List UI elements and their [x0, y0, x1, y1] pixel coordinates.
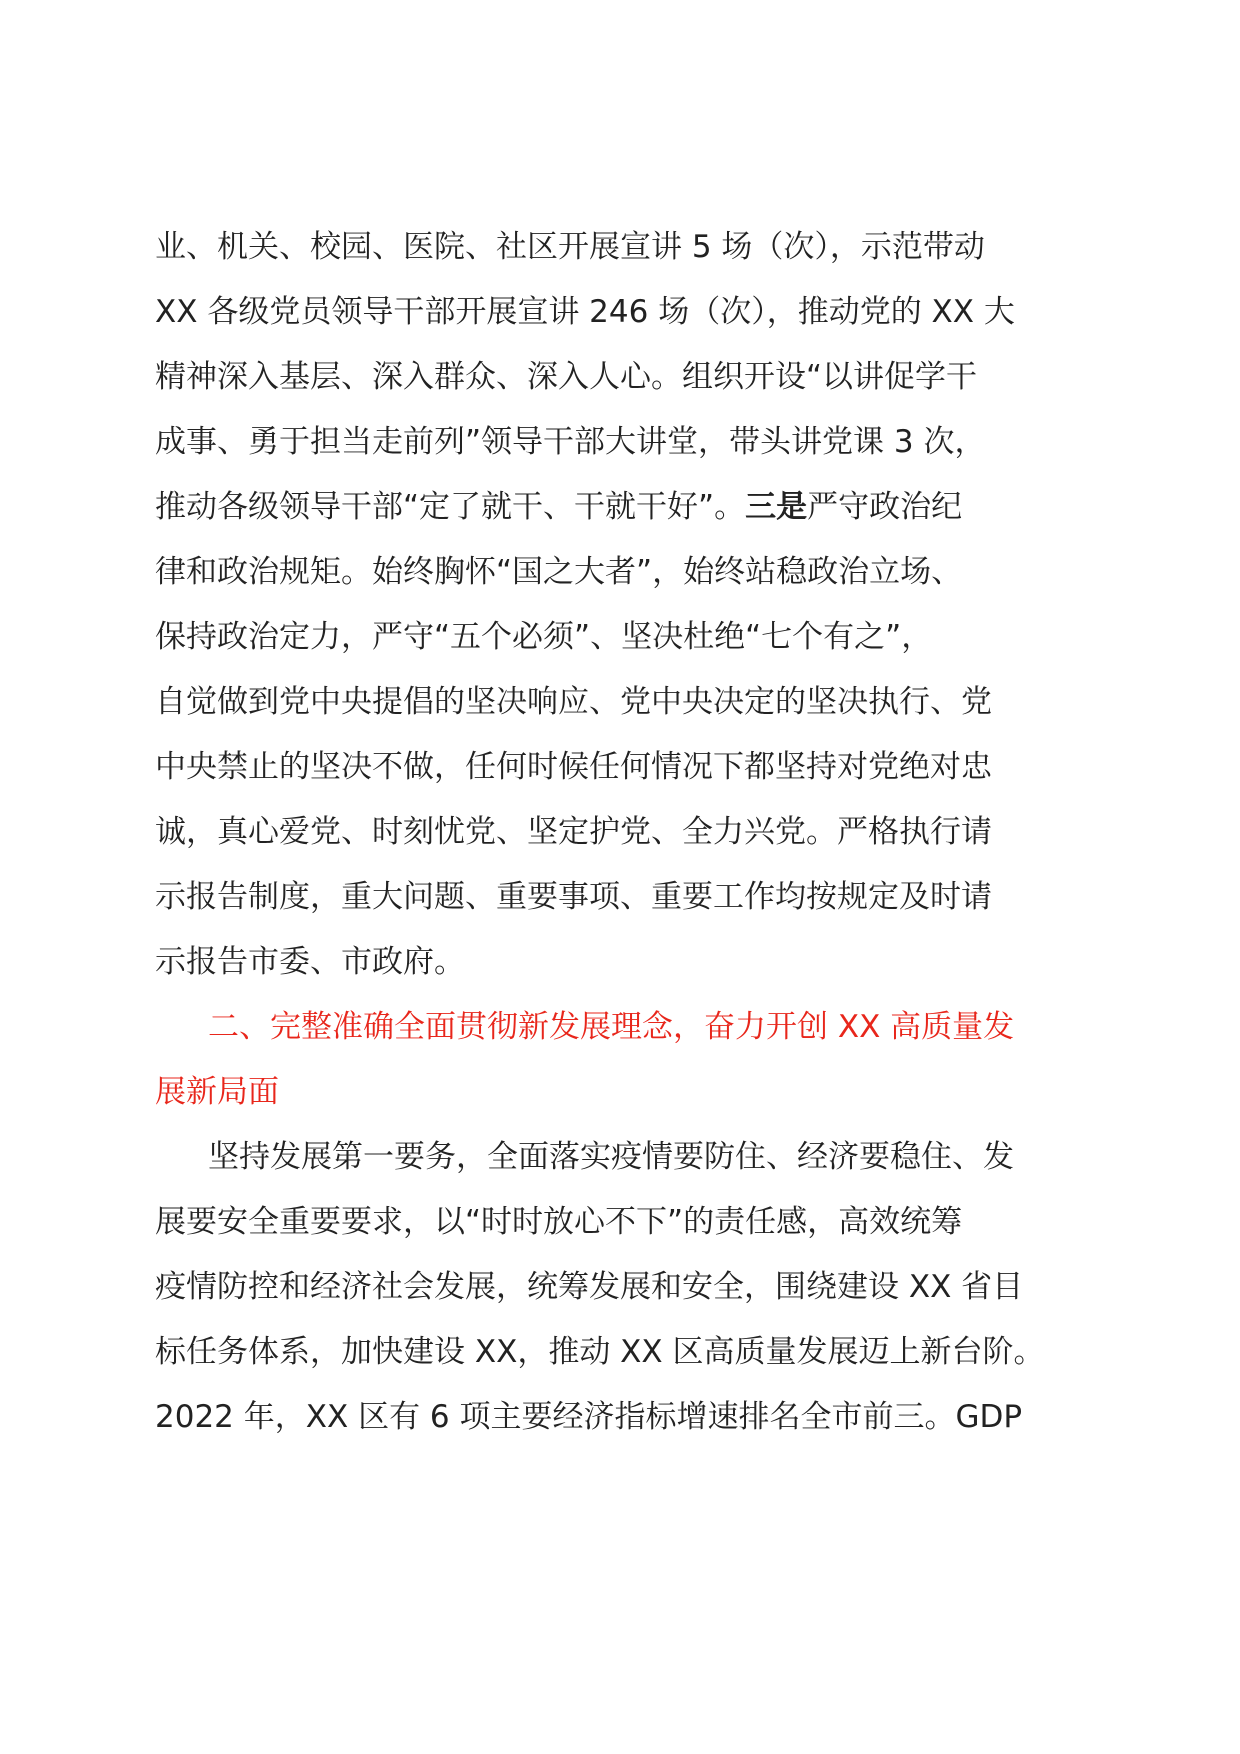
paragraph2-line-3	[155, 1255, 1090, 1320]
text-line: 坚持发展第一要务，全面落实疫情要防住、经济要稳住、发	[208, 1139, 1014, 1175]
paragraph2-line-4	[155, 1320, 1090, 1385]
paragraph2-line-2	[155, 1190, 1090, 1255]
paragraph1-line-2	[155, 280, 1090, 345]
text-line: 示报告市委、市政府。	[155, 944, 465, 980]
paragraph1-line-7	[155, 605, 1090, 670]
text-line: 保持政治定力，严守“五个必须”、坚决杜绝“七个有之”，	[155, 619, 933, 655]
paragraph1-line-6	[155, 540, 1090, 605]
text-line: 展要安全重要要求，以“时时放心不下”的责任感，高效统筹	[155, 1204, 963, 1240]
text-line: 疫情防控和经济社会发展，统筹发展和安全，围绕建设 XX 省目	[155, 1269, 1024, 1305]
text-plain: 严守政治纪	[807, 489, 963, 525]
paragraph1-line-3	[155, 345, 1090, 410]
text-plain: 推动各级领导干部“定了就干、干就干好”。	[155, 489, 746, 525]
bold-label: 三是	[745, 489, 808, 525]
text-line: 自觉做到党中央提倡的坚决响应、党中央决定的坚决执行、党	[155, 684, 992, 720]
text-line: 业、机关、校园、医院、社区开展宣讲 5 场（次），示范带动	[155, 229, 985, 265]
paragraph1-line-4	[155, 410, 1090, 475]
text-line: 诚，真心爱党、时刻忧党、坚定护党、全力兴党。严格执行请	[155, 814, 992, 850]
text-line: 标任务体系，加快建设 XX，推动 XX 区高质量发展迈上新台阶。	[155, 1334, 1045, 1370]
document-body	[155, 215, 1090, 1450]
paragraph1-line-8	[155, 670, 1090, 735]
text-line: 精神深入基层、深入群众、深入人心。组织开设“以讲促学干	[155, 359, 978, 395]
text-line: 律和政治规矩。始终胸怀“国之大者”，始终站稳政治立场、	[155, 554, 963, 590]
text-line: 2022 年，XX 区有 6 项主要经济指标增速排名全市前三。GDP	[155, 1399, 1023, 1435]
paragraph2-line-5	[155, 1385, 1090, 1450]
text-line: 成事、勇于担当走前列”领导干部大讲堂，带头讲党课 3 次，	[155, 424, 986, 460]
section-heading: 二、完整准确全面贯彻新发展理念，奋力开创 XX 高质量发	[208, 1009, 1015, 1045]
paragraph1-line-12	[155, 930, 1090, 995]
text-line: 中央禁止的坚决不做，任何时候任何情况下都坚持对党绝对忠	[155, 749, 992, 785]
text-line-segment	[155, 475, 962, 540]
paragraph1-line-10	[155, 800, 1090, 865]
paragraph2-line-1	[155, 1125, 1090, 1190]
text-line: XX 各级党员领导干部开展宣讲 246 场（次），推动党的 XX 大	[155, 294, 1015, 330]
section-heading-line-2	[155, 1060, 1090, 1125]
section-heading: 展新局面	[155, 1074, 279, 1110]
paragraph1-line-9	[155, 735, 1090, 800]
paragraph1-line-5	[155, 475, 1090, 540]
section-heading-line-1	[155, 995, 1090, 1060]
text-line: 示报告制度，重大问题、重要事项、重要工作均按规定及时请	[155, 879, 992, 915]
paragraph1-line-11	[155, 865, 1090, 930]
paragraph1-line-1	[155, 215, 1090, 280]
